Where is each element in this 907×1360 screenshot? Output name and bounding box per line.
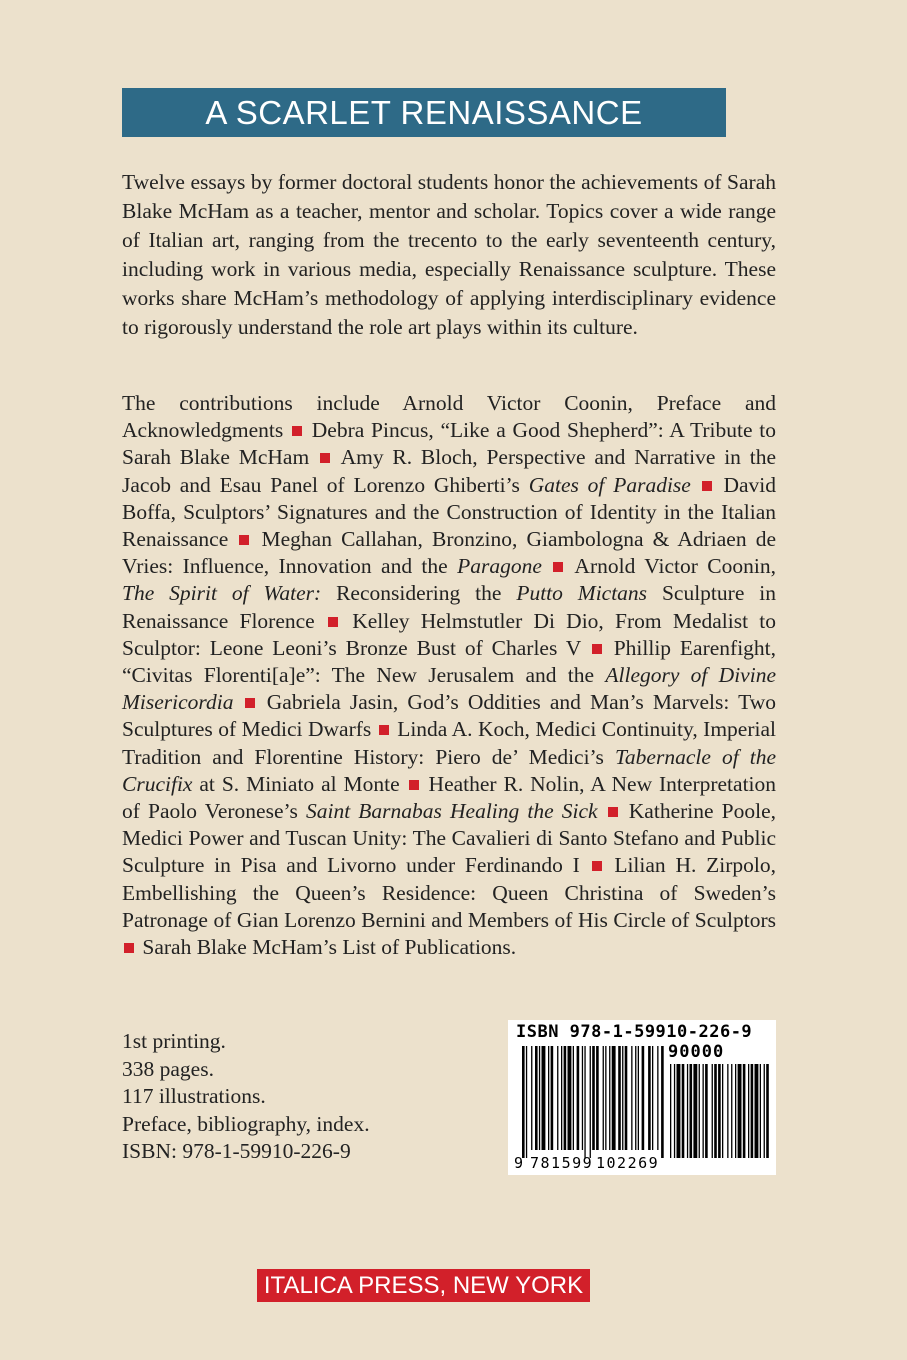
barcode-bar — [596, 1046, 599, 1150]
barcode-addon-bar — [735, 1064, 736, 1158]
contribution-text: Sculpture in Renaissance Florence — [122, 581, 776, 633]
contribution-text: Gabriela Jasin, God’s Oddities and Man’s Marvels: Two Sculptures of Medici Dwarfs — [122, 690, 777, 742]
contribution-text: Meghan Callahan, Bronzino, Giambologna & Adriaen de Vries: Influence, Innovation and the — [122, 527, 776, 579]
barcode-addon-bar — [731, 1064, 732, 1158]
contribution-title-italic: Allegory of Divine Misericordia — [122, 663, 776, 715]
contents-paragraph — [122, 390, 776, 961]
barcode-addon-bar — [677, 1064, 681, 1158]
barcode-digits-left: 781599 — [530, 1154, 594, 1172]
separator-square-icon — [239, 535, 249, 545]
contribution-text: Arnold Victor Coonin, — [574, 554, 776, 579]
barcode-addon-bar — [722, 1064, 723, 1158]
barcode-addon-digits: 90000 — [668, 1042, 725, 1062]
barcode-bar — [568, 1046, 572, 1150]
detail-pages: 338 pages. — [122, 1056, 214, 1081]
contribution-title-italic: Saint Barnabas Healing the Sick — [305, 799, 598, 824]
contribution-text: Amy R. Bloch, Perspective and Narrative in the Jacob and Esau Panel of Lorenzo Ghiberti’s — [122, 445, 776, 497]
contribution-title-italic: Tabernacle of the Crucifix — [122, 744, 776, 796]
contribution-title-italic: Paragone — [457, 554, 542, 579]
separator-square-icon — [292, 426, 302, 436]
contents-lead: The contributions include Arnold Victor Coonin, Preface and Acknowledgments — [122, 391, 776, 443]
barcode-bar — [618, 1046, 621, 1150]
barcode-bar — [657, 1046, 658, 1150]
barcode-box — [508, 1020, 776, 1175]
barcode-bar — [609, 1046, 610, 1150]
barcode-bar — [592, 1046, 595, 1150]
barcode-addon-bar — [766, 1064, 769, 1158]
barcode-bar — [526, 1046, 527, 1158]
separator-square-icon — [320, 453, 330, 463]
barcode-bar — [622, 1046, 623, 1150]
barcode-addon-bar — [727, 1064, 728, 1158]
separator-square-icon — [608, 807, 618, 817]
barcode-bar — [635, 1046, 636, 1150]
detail-apparatus: Preface, bibliography, index. — [122, 1111, 370, 1136]
barcode-bar — [548, 1046, 549, 1150]
barcode-addon-bar — [682, 1064, 685, 1158]
barcode-addon-bar — [738, 1064, 742, 1158]
barcode-addon-bar — [764, 1064, 765, 1158]
barcode-isbn-label: ISBN 978-1-59910-226-9 — [516, 1022, 753, 1042]
barcode-addon-bar — [703, 1064, 704, 1158]
barcode-addon-bar — [699, 1064, 700, 1158]
contribution-text: Heather R. Nolin, A New Interpretation of Paolo Veronese’s — [122, 771, 777, 824]
barcode-bar — [542, 1046, 546, 1150]
contribution-title-italic: Putto Mictans — [516, 581, 648, 606]
barcode-addon-bar — [693, 1064, 697, 1158]
separator-square-icon — [124, 943, 134, 953]
contribution-text: Sarah Blake McHam’s List of Publications. — [142, 935, 517, 960]
contribution-text: David Boffa, Sculptors’ Signatures and the Construction of Identity in the Italian Renaissance — [122, 472, 776, 552]
barcode-bars — [522, 1046, 664, 1158]
barcode-bar — [625, 1046, 628, 1150]
contribution-text: Reconsidering the — [321, 581, 517, 606]
barcode-bar — [577, 1046, 580, 1150]
barcode-bar — [605, 1046, 606, 1150]
barcode-bar — [648, 1046, 651, 1150]
barcode-bar — [561, 1046, 562, 1150]
barcode-addon-bar — [751, 1064, 754, 1158]
contribution-text: Linda A. Koch, Medici Continuity, Imperial Tradition and Florentine History: Piero de’ Medici’s — [122, 717, 777, 769]
separator-square-icon — [702, 481, 712, 491]
barcode-addon-bar — [748, 1064, 749, 1158]
barcode-addon-bar — [760, 1064, 761, 1158]
barcode-addon-bar — [743, 1064, 746, 1158]
separator-square-icon — [592, 644, 602, 654]
separator-square-icon — [553, 562, 563, 572]
barcode-addon-bar — [674, 1064, 675, 1158]
separator-square-icon — [328, 617, 338, 627]
barcode-bar — [638, 1046, 639, 1150]
barcode-addon-bar — [670, 1064, 671, 1158]
contribution-title-italic: Gates of Paradise — [528, 472, 691, 497]
barcode-addon-bar — [687, 1064, 688, 1158]
contribution-text: at S. Miniato al Monte — [192, 771, 400, 796]
barcode-bar — [603, 1046, 604, 1150]
contents-entries — [122, 418, 776, 959]
contribution-text: Katherine Poole, Medici Power and Tuscan Unity: The Cavalieri di Santo Stefano and Public Sculpture in Pisa and Livorno under Ferdinando I — [122, 799, 776, 878]
barcode-bar — [582, 1046, 583, 1150]
detail-printing: 1st printing. — [122, 1029, 226, 1053]
barcode-bar — [642, 1046, 645, 1150]
barcode-addon-bar — [690, 1064, 693, 1158]
barcode-bar — [531, 1046, 532, 1150]
contribution-entry — [142, 935, 516, 959]
title-banner — [122, 88, 726, 137]
barcode-addon-bars — [670, 1064, 769, 1158]
barcode-bar — [522, 1046, 525, 1158]
contribution-text: Lilian H. Zirpolo, Embellishing the Queen’s Residence: Queen Christina of Sweden’s Patronage of Gian Lorenzo Bernini and Members of His Circle of Sculptors — [122, 853, 776, 932]
publisher-banner — [257, 1269, 590, 1302]
barcode-addon-bar — [718, 1064, 721, 1158]
barcode-digit-first: 9 — [514, 1154, 524, 1172]
barcode-bar — [557, 1046, 558, 1150]
barcode-bar — [551, 1046, 554, 1150]
separator-square-icon — [409, 780, 419, 790]
barcode-bar — [564, 1046, 567, 1150]
barcode-addon-bar — [712, 1064, 713, 1158]
detail-illustrations: 117 illustrations. — [122, 1084, 266, 1108]
separator-square-icon — [592, 861, 602, 871]
publisher-name: ITALICA PRESS, NEW YORK — [263, 1271, 584, 1299]
barcode-addon-bar — [714, 1064, 717, 1158]
intro-paragraph: Twelve essays by former doctoral students honor the achievements of Sarah Blake McHam as a teacher, mentor and scholar. Topics cover a wide range of Italian art, ranging from the trecento to the early seventeenth century, including work in various media, especially Renaissance sculpture. These works share McHam’s methodology of applying interdisciplinary evidence to rigorously understand the role art plays within its culture. — [122, 170, 776, 339]
separator-square-icon — [245, 698, 255, 708]
barcode-bar — [535, 1046, 538, 1150]
contribution-text: Debra Pincus, “Like a Good Shepherd”: A Tribute to Sarah Blake McHam — [122, 418, 777, 470]
barcode-digits-right: 102269 — [596, 1154, 660, 1172]
barcode-bar — [631, 1046, 632, 1150]
barcode-bar — [573, 1046, 574, 1150]
barcode-bar — [590, 1046, 591, 1158]
contribution-text: Kelley Helmstutler Di Dio, From Medalist to Sculptor: Leone Leoni’s Bronze Bust of Charles V — [122, 608, 777, 660]
barcode-addon-bar — [705, 1064, 708, 1158]
detail-isbn: ISBN: 978-1-59910-226-9 — [122, 1139, 351, 1163]
barcode-bar — [539, 1046, 540, 1150]
barcode-bar — [652, 1046, 653, 1150]
barcode-bar — [584, 1046, 585, 1158]
contribution-text: Phillip Earenfight, “Civitas Florenti[a]e”: The New Jerusalem and the — [122, 635, 777, 688]
book-details — [122, 1028, 452, 1166]
barcode-bar — [612, 1046, 616, 1150]
barcode-bar — [661, 1046, 664, 1158]
separator-square-icon — [379, 725, 389, 735]
book-title: A SCARLET RENAISSANCE — [205, 93, 643, 131]
contribution-title-italic: The Spirit of Water: — [122, 581, 322, 606]
barcode-addon-bar — [755, 1064, 759, 1158]
barcode-graphic — [508, 1020, 776, 1175]
